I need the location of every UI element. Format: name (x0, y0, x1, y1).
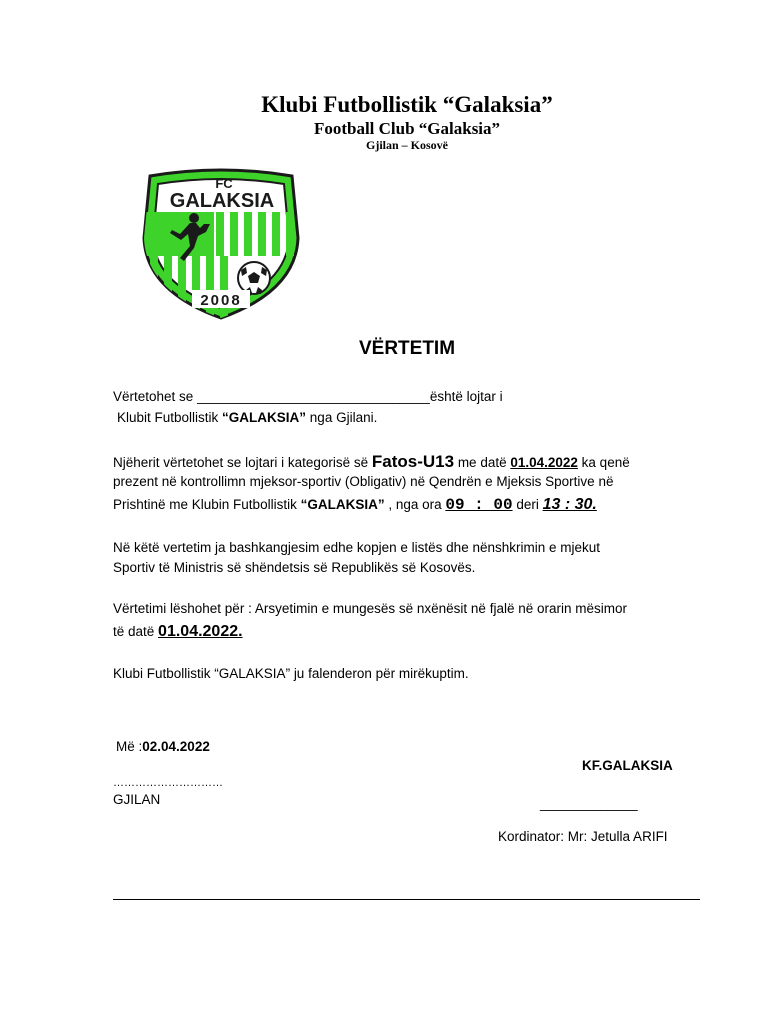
soccer-ball-icon (238, 262, 270, 294)
logo-name-text: GALAKSIA (169, 190, 275, 212)
logo-year-text: 2008 (200, 292, 242, 309)
p2-line2: prezent në kontrollimn mjeksor-sportiv (Obligativ) në Qendrën e Mjeksis Sportive në (113, 474, 614, 489)
exam-date: 01.04.2022 (510, 455, 578, 470)
document-title: VËRTETIM (358, 338, 456, 359)
p1-l1-end: është lojtar i (429, 389, 503, 404)
coordinator-label: Kordinator: Mr: Jetulla ARIFI (498, 829, 668, 844)
club-name-bold-2: “GALAKSIA” (300, 497, 385, 512)
p1-l1-start: Vërtetohet se (113, 389, 198, 404)
p2-l1-start: Njëherit vërtetohet se lojtari i kategorisë së (113, 455, 372, 470)
p5-thanks: Klubi Futbollistik “GALAKSIA” ju falenderon për mirëkuptim. (113, 666, 469, 681)
issue-date-label: Më : (116, 739, 143, 754)
issue-date: 02.04.2022 (142, 739, 210, 754)
p2-line1 (113, 452, 630, 472)
p2-l3-start: Prishtinë me Klubin Futbollistik (113, 497, 301, 512)
club-title: Klubi Futbollistik “Galaksia” (261, 92, 553, 117)
p2-to-label: deri (512, 497, 543, 512)
p2-line3 (113, 496, 597, 514)
club-location: Gjilan – Kosovë (365, 138, 448, 152)
signature-line: _____________ (540, 796, 638, 811)
name-blank: _______________________________ (197, 389, 430, 404)
p2-from-label: , nga ora (384, 497, 446, 512)
dots-line: ………………………… (113, 777, 223, 789)
p4-l2-start: të datë (113, 624, 159, 639)
club-logo (136, 166, 306, 322)
p1-l2-end: nga Gjilani. (306, 410, 378, 425)
org-signature-label: KF.GALAKSIA (582, 758, 673, 773)
p2-l1-end: ka qenë (577, 455, 630, 470)
club-name-bold: “GALAKSIA” (222, 410, 307, 425)
issue-date-line (116, 739, 210, 754)
bottom-rule (113, 899, 700, 900)
logo-fc-text: FC (215, 176, 233, 191)
absence-date: 01.04.2022. (158, 623, 243, 640)
player-category: Fatos-U13 (371, 452, 455, 471)
p3-line2: Sportiv të Ministris së shëndetsis së Republikës së Kosovës. (113, 560, 476, 575)
time-to: 13 : 30. (542, 496, 597, 513)
p4-line2 (113, 623, 243, 641)
city-label: GJILAN (113, 792, 161, 807)
p4-line1: Vërtetimi lëshohet për : Arsyetimin e mungesës së nxënësit në fjalë në orarin mësimor (113, 601, 627, 616)
p1-line2 (117, 410, 377, 425)
p3-line1: Në këtë vertetim ja bashkangjesim edhe kopjen e listës dhe nënshkrimin e mjekut (113, 540, 601, 555)
p1-line1 (113, 389, 503, 404)
time-from: 09 : 00 (445, 496, 513, 514)
p1-l2-start: Klubit Futbollistik (117, 410, 223, 425)
club-subtitle: Football Club “Galaksia” (313, 119, 501, 138)
p2-date-label: me datë (454, 455, 511, 470)
